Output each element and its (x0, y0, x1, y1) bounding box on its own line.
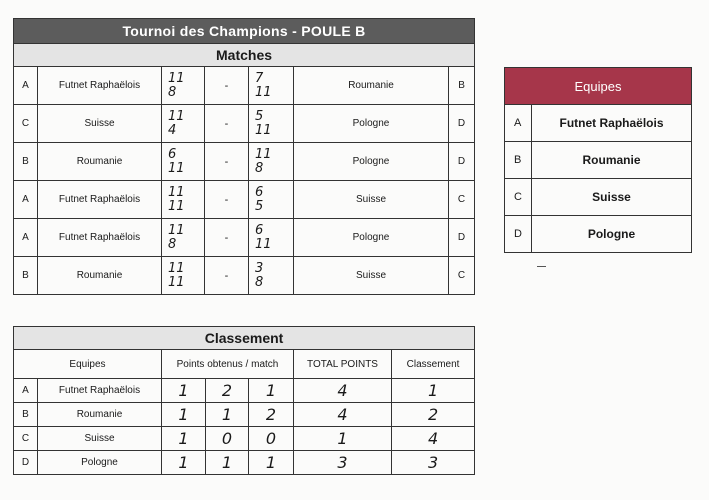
score-set-2: 11 (168, 160, 185, 176)
score-set-2: 11 (168, 198, 185, 214)
team-row (505, 105, 692, 142)
left-team-code: B (14, 143, 38, 181)
ranking-heading: Classement (14, 327, 475, 350)
right-team-scores (249, 143, 294, 181)
rank-value: 4 (392, 427, 475, 451)
match-separator: - (205, 257, 249, 295)
score-set-1: 6 (255, 222, 264, 238)
score-set-1: 5 (255, 108, 264, 124)
left-team-scores (162, 143, 205, 181)
match-row (14, 67, 475, 105)
right-team-scores (249, 67, 294, 105)
team-name: Suisse (38, 427, 162, 451)
match-points: 1 (162, 451, 206, 475)
total-points: 4 (294, 403, 392, 427)
match-points: 1 (249, 451, 294, 475)
score-set-1: 6 (168, 146, 177, 162)
score-set-1: 7 (255, 70, 264, 86)
left-team-code: C (14, 105, 38, 143)
team-code: D (505, 216, 532, 253)
matches-heading: Matches (14, 44, 475, 67)
teams-heading: Equipes (505, 68, 692, 105)
left-team-name: Roumanie (38, 257, 162, 295)
ranking-row (14, 403, 475, 427)
team-name: Roumanie (38, 403, 162, 427)
total-points: 1 (294, 427, 392, 451)
team-code: C (14, 427, 38, 451)
score-set-2: 5 (255, 198, 264, 214)
right-team-code: D (449, 219, 475, 257)
left-team-scores (162, 105, 205, 143)
match-separator: - (205, 219, 249, 257)
match-row (14, 143, 475, 181)
team-name: Futnet Raphaëlois (38, 379, 162, 403)
match-separator: - (205, 181, 249, 219)
match-row (14, 219, 475, 257)
left-team-name: Roumanie (38, 143, 162, 181)
score-set-1: 11 (168, 260, 185, 276)
team-code: C (505, 179, 532, 216)
team-row (505, 142, 692, 179)
score-set-1: 11 (168, 184, 185, 200)
score-set-1: 11 (168, 108, 185, 124)
team-code: A (14, 379, 38, 403)
right-team-code: C (449, 257, 475, 295)
right-team-code: B (449, 67, 475, 105)
score-set-1: 11 (168, 222, 185, 238)
match-row (14, 105, 475, 143)
score-set-2: 8 (255, 274, 264, 290)
score-set-2: 11 (168, 274, 185, 290)
right-team-name: Pologne (294, 219, 449, 257)
right-team-code: D (449, 143, 475, 181)
team-name: Pologne (38, 451, 162, 475)
header-points-per-match: Points obtenus / match (162, 350, 294, 379)
left-team-name: Futnet Raphaëlois (38, 181, 162, 219)
stray-pen-mark (537, 266, 546, 267)
rank-value: 2 (392, 403, 475, 427)
score-set-2: 8 (168, 84, 177, 100)
left-team-scores (162, 257, 205, 295)
ranking-row (14, 451, 475, 475)
score-set-2: 8 (255, 160, 264, 176)
ranking-row (14, 379, 475, 403)
team-code: B (505, 142, 532, 179)
score-set-2: 11 (255, 122, 272, 138)
match-points: 0 (206, 427, 249, 451)
match-points: 1 (206, 451, 249, 475)
team-row (505, 216, 692, 253)
score-set-2: 11 (255, 236, 272, 252)
match-points: 1 (206, 403, 249, 427)
right-team-name: Pologne (294, 105, 449, 143)
team-name: Roumanie (532, 142, 692, 179)
left-team-scores (162, 219, 205, 257)
match-separator: - (205, 67, 249, 105)
team-name: Futnet Raphaëlois (532, 105, 692, 142)
left-team-code: A (14, 219, 38, 257)
left-team-scores (162, 67, 205, 105)
ranking-row (14, 427, 475, 451)
left-team-name: Futnet Raphaëlois (38, 67, 162, 105)
match-separator: - (205, 143, 249, 181)
right-team-name: Roumanie (294, 67, 449, 105)
left-team-code: B (14, 257, 38, 295)
team-row (505, 179, 692, 216)
total-points: 4 (294, 379, 392, 403)
left-team-name: Suisse (38, 105, 162, 143)
left-team-code: A (14, 67, 38, 105)
team-name: Suisse (532, 179, 692, 216)
right-team-name: Suisse (294, 181, 449, 219)
team-code: A (505, 105, 532, 142)
right-team-scores (249, 219, 294, 257)
tournament-title: Tournoi des Champions - POULE B (14, 19, 475, 44)
right-team-scores (249, 105, 294, 143)
right-team-name: Pologne (294, 143, 449, 181)
team-code: D (14, 451, 38, 475)
right-team-scores (249, 257, 294, 295)
right-team-code: D (449, 105, 475, 143)
match-points: 1 (162, 379, 206, 403)
header-rank: Classement (392, 350, 475, 379)
right-team-code: C (449, 181, 475, 219)
right-team-name: Suisse (294, 257, 449, 295)
match-points: 2 (206, 379, 249, 403)
left-team-scores (162, 181, 205, 219)
rank-value: 1 (392, 379, 475, 403)
match-separator: - (205, 105, 249, 143)
left-team-name: Futnet Raphaëlois (38, 219, 162, 257)
match-points: 0 (249, 427, 294, 451)
match-points: 1 (249, 379, 294, 403)
teams-table (504, 67, 692, 253)
header-teams: Equipes (14, 350, 162, 379)
score-set-2: 8 (168, 236, 177, 252)
match-points: 2 (249, 403, 294, 427)
score-set-1: 11 (168, 70, 185, 86)
left-team-code: A (14, 181, 38, 219)
total-points: 3 (294, 451, 392, 475)
matches-table (13, 18, 475, 295)
ranking-table (13, 326, 475, 475)
score-set-2: 11 (255, 84, 272, 100)
team-code: B (14, 403, 38, 427)
score-set-2: 4 (168, 122, 177, 138)
match-row (14, 257, 475, 295)
match-row (14, 181, 475, 219)
right-team-scores (249, 181, 294, 219)
match-points: 1 (162, 427, 206, 451)
score-set-1: 11 (255, 146, 272, 162)
score-set-1: 6 (255, 184, 264, 200)
header-total-points: TOTAL POINTS (294, 350, 392, 379)
rank-value: 3 (392, 451, 475, 475)
match-points: 1 (162, 403, 206, 427)
score-set-1: 3 (255, 260, 264, 276)
team-name: Pologne (532, 216, 692, 253)
ranking-header-row (14, 350, 475, 379)
